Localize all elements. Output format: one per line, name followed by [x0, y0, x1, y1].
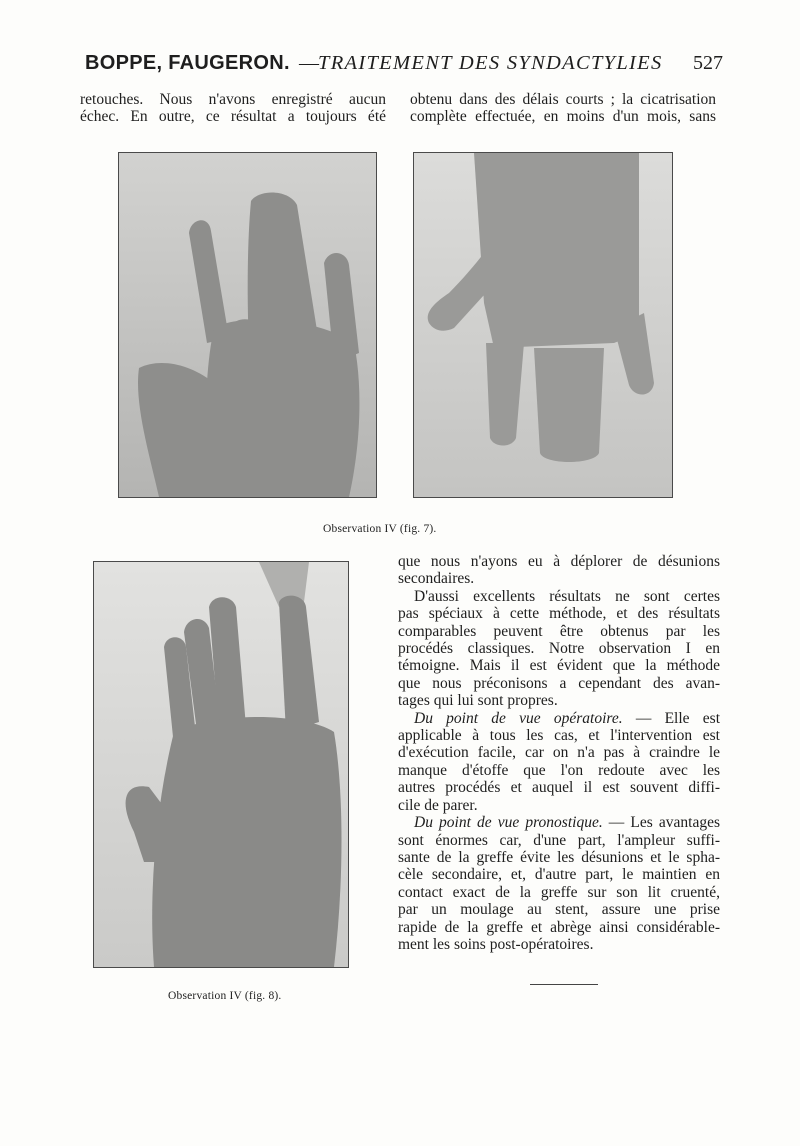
header-title: TRAITEMENT DES SYNDACTYLIES: [318, 52, 663, 74]
body-text-column: [398, 553, 720, 953]
text-line: applicable à tous les cas, et l'intervention est: [398, 727, 720, 745]
text-line: sont énormes car, d'une part, l'ampleur suffi-: [398, 831, 720, 849]
text-line: que nous préconisons a cependant des avan-: [398, 674, 720, 692]
hand-photo-fig8: [93, 561, 349, 968]
text-line: — Les avantages: [602, 814, 720, 832]
text-line: sante de la greffe évite les désunions et le spha-: [398, 848, 720, 866]
figure-caption: Observation IV (fig. 8).: [168, 990, 282, 1002]
paragraph-heading: Du point de vue pronostique.: [414, 814, 603, 832]
text-line: rapide de la greffe et abrège ainsi considérable-: [398, 918, 720, 936]
header-authors: BOPPE, FAUGERON.: [85, 52, 290, 74]
text-line: manque d'étoffe que l'on redoute avec les: [398, 761, 720, 779]
text-line: comparables peuvent être obtenus par les: [398, 622, 720, 640]
text-line: témoigne. Mais il est évident que la méthode: [398, 657, 720, 675]
text-line: d'exécution facile, car on n'a pas à craindre le: [398, 744, 720, 762]
text-line: ment les soins post-opératoires.: [398, 935, 594, 953]
top-left-text: [80, 91, 386, 126]
end-rule: [530, 984, 598, 985]
text-line: cile de parer.: [398, 796, 478, 814]
page-number: 527: [693, 52, 723, 74]
paragraph-heading: Du point de vue opératoire.: [414, 709, 623, 727]
text-line: D'aussi excellents résultats ne sont certes: [414, 587, 720, 605]
hand-photo-fig7-left: [118, 152, 377, 498]
text-line: obtenu dans des délais courts ; la cicatrisation: [410, 91, 716, 108]
text-line: complète effectuée, en moins d'un mois, sans: [410, 108, 716, 126]
header-separator: —: [299, 52, 319, 74]
text-line: cèle secondaire, et, d'autre part, le maintien en: [398, 866, 720, 884]
running-header: [85, 52, 725, 82]
text-line: tages qui lui sont propres.: [398, 692, 558, 710]
text-line: pas spéciaux à cette méthode, et des résultats: [398, 605, 720, 623]
paragraph-opening: [398, 710, 720, 727]
paragraph-opening: [398, 814, 720, 831]
text-line: que nous n'ayons eu à déplorer de désunions: [398, 553, 720, 570]
text-line: par un moulage au stent, assure une prise: [398, 901, 720, 919]
text-line: échec. En outre, ce résultat a toujours été: [80, 108, 386, 126]
top-right-text: [410, 91, 716, 126]
text-line: procédés classiques. Notre observation I en: [398, 640, 720, 658]
text-line: secondaires.: [398, 570, 475, 588]
text-line: — Elle est: [622, 709, 720, 727]
text-line: autres procédés et auquel il est souvent diffi-: [398, 779, 720, 797]
text-line: contact exact de la greffe sur son lit cruenté,: [398, 883, 720, 901]
text-line: retouches. Nous n'avons enregistré aucun: [80, 91, 386, 108]
figure-caption: Observation IV (fig. 7).: [323, 523, 437, 535]
hand-photo-fig7-right: [413, 152, 673, 498]
